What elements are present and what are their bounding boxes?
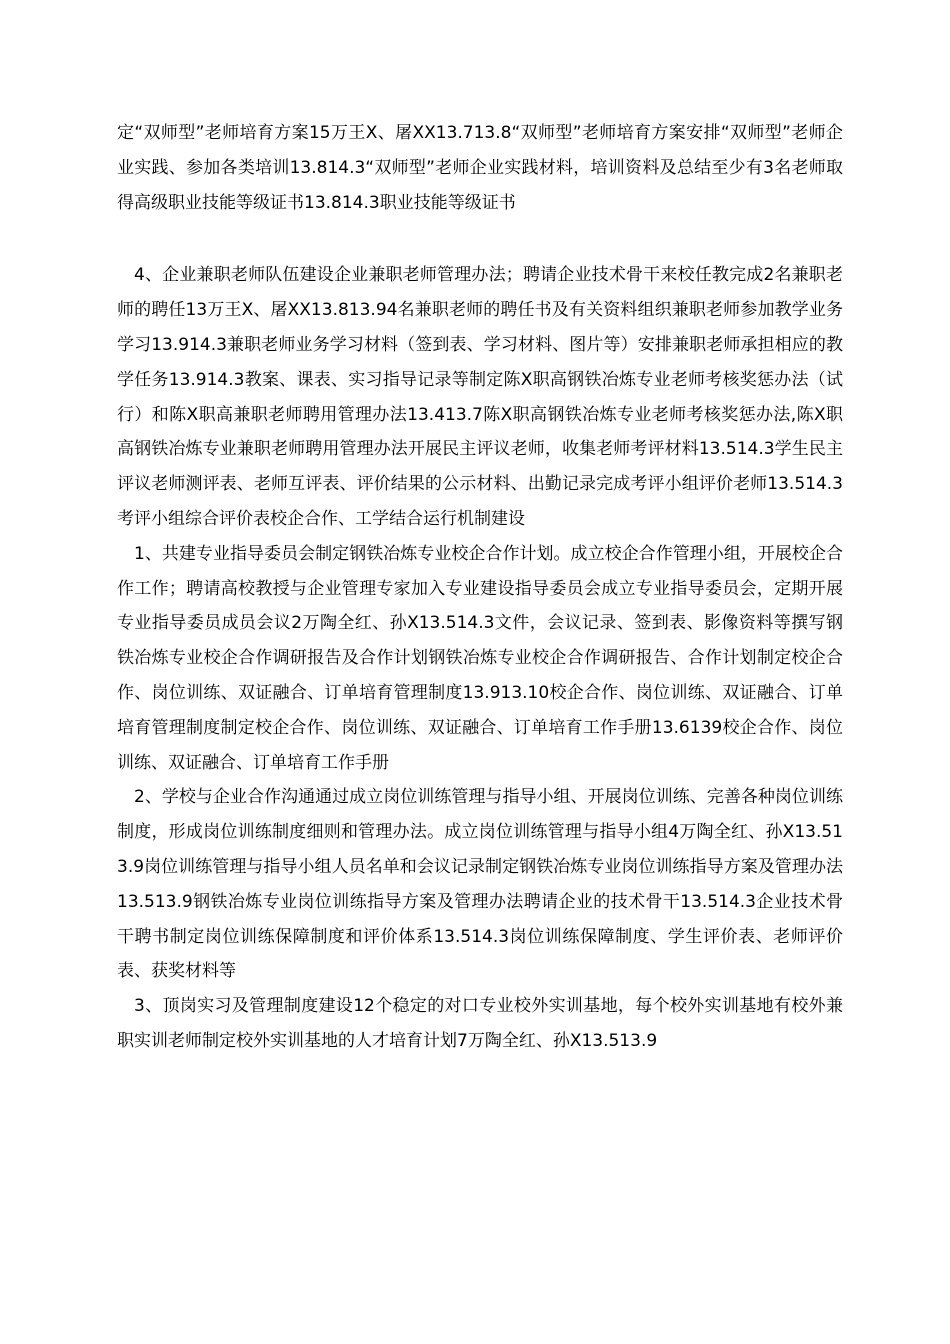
- document-body: [117, 116, 843, 1059]
- paragraph-job-training: 2、学校与企业合作沟通通过成立岗位训练管理与指导小组、开展岗位训练、完善各种岗位训练制度，形成岗位训练制度细则和管理办法。成立岗位训练管理与指导小组4万陶全红、孙X13.513.9岗位训练管理与指导小组人员名单和会议记录制定钢铁冶炼专业岗位训练指导方案及管理办法13.513.9钢铁冶炼专业岗位训练指导方案及管理办法聘请企业的技术骨干13.514.3企业技术骨干聘书制定岗位训练保障制度和评价体系13.514.3岗位训练保障制度、学生评价表、老师评价表、获奖材料等: [117, 787, 843, 982]
- paragraph-teacher-training: 定“双师型”老师培育方案15万王X、屠XX13.713.8“双师型”老师培育方案安排“双师型”老师企业实践、参加各类培训13.814.3“双师型”老师企业实践材料，培训资料及总结至少有3名老师取得高级职业技能等级证书13.814.3职业技能等级证书: [117, 123, 843, 213]
- paragraph-steering-committee: 1、共建专业指导委员会制定钢铁冶炼专业校企合作计划。成立校企合作管理小组，开展校企合作工作；聘请高校教授与企业管理专家加入专业建设指导委员会成立专业指导委员会，定期开展专业指导委员成员会议2万陶全红、孙X13.514.3文件，会议记录、签到表、影像资料等撰写钢铁冶炼专业校企合作调研报告及合作计划钢铁冶炼专业校企合作调研报告、合作计划制定校企合作、岗位训练、双证融合、订单培育管理制度13.913.10校企合作、岗位训练、双证融合、订单培育管理制度制定校企合作、岗位训练、双证融合、订单培育工作手册13.6139校企合作、岗位训练、双证融合、订单培育工作手册: [117, 543, 843, 773]
- paragraph-internship: 3、顶岗实习及管理制度建设12个稳定的对口专业校外实训基地，每个校外实训基地有校外兼职实训老师制定校外实训基地的人才培育计划7万陶全红、孙X13.513.9: [117, 996, 843, 1051]
- paragraph-part-time-teachers: 4、企业兼职老师队伍建设企业兼职老师管理办法；聘请企业技术骨干来校任教完成2名兼职老师的聘任13万王X、屠XX13.813.94名兼职老师的聘任书及有关资料组织兼职老师参加教学业务学习13.914.3兼职老师业务学习材料（签到表、学习材料、图片等）安排兼职老师承担相应的教学任务13.914.3教案、课表、实习指导记录等制定陈X职高钢铁冶炼专业老师考核奖惩办法（试行）和陈X职高兼职老师聘用管理办法13.413.7陈X职高钢铁冶炼专业老师考核奖惩办法,陈X职高钢铁冶炼专业兼职老师聘用管理办法开展民主评议老师，收集老师考评材料13.514.3学生民主评议老师测评表、老师互评表、评价结果的公示材料、出勤记录完成考评小组评价老师13.514.3考评小组综合评价表校企合作、工学结合运行机制建设: [117, 265, 843, 529]
